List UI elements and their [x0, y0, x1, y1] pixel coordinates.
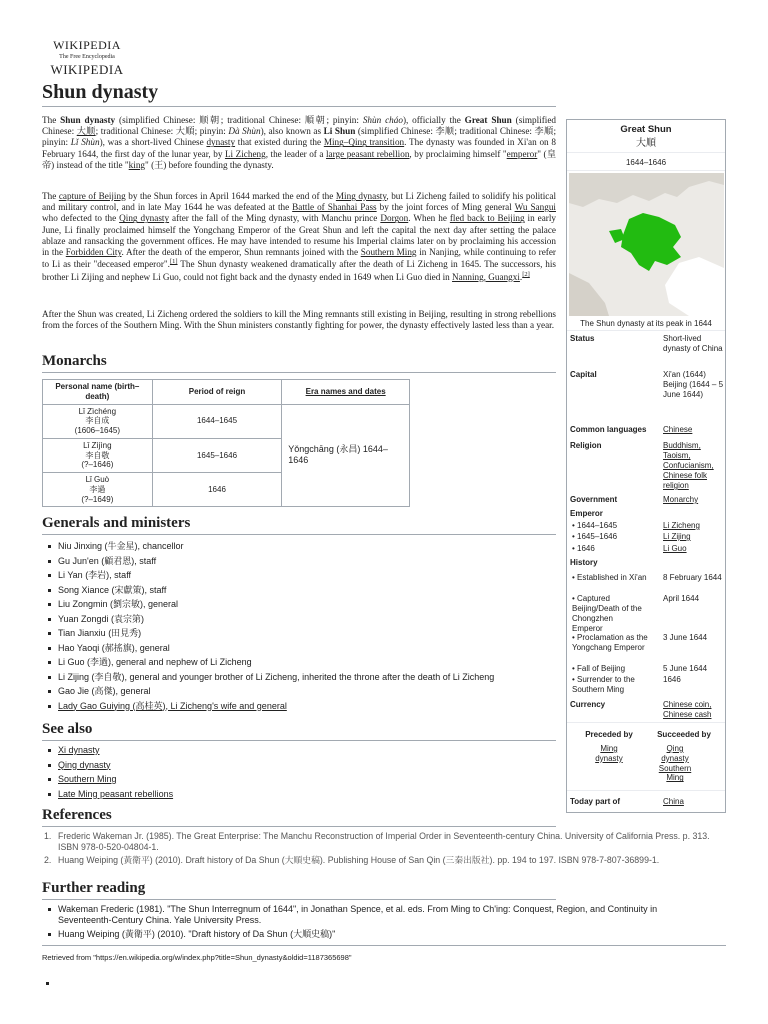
- inline-link[interactable]: Dorgon: [380, 213, 409, 224]
- reference-item: 2. Huang Weiping (黃衛平) (2010). Draft history of Da Shun (大順史稿). Publishing House of San Qin (三秦出版社). pp. 194 to 197. ISBN 978-7-807-36899-1.: [44, 855, 660, 866]
- languages-label: Common languages: [570, 425, 647, 434]
- history-event: • Captured Beijing/Death of the Chongzhen Emperor: [572, 594, 642, 633]
- inline-link[interactable]: emperor: [506, 148, 538, 159]
- territory-map: [569, 173, 724, 316]
- currency-label: Currency: [570, 700, 606, 709]
- lead-paragraph-3: After the Shun was created, Li Zicheng ordered the soldiers to kill the Ming remnants still existing in Beijing, resulting in strong rebellions from the forces of the Southern Ming. With the Shun ministers constantly fighting for power, the dynasty effectively lasted less than a year.: [42, 309, 556, 331]
- section-heading-further-reading: Further reading: [42, 879, 556, 900]
- emperor-years: • 1646: [572, 544, 595, 553]
- capital-label: Capital: [570, 370, 597, 379]
- government-value[interactable]: Monarchy: [663, 495, 699, 504]
- emperor-years: • 1644–1645: [572, 521, 618, 530]
- table-row: [43, 404, 410, 438]
- preceded-by-link[interactable]: Ming dynasty: [595, 744, 623, 763]
- list-item: Gao Jie (高傑), general: [48, 686, 494, 701]
- inline-link[interactable]: Forbidden City: [65, 247, 122, 258]
- inline-link[interactable]: 大顺: [76, 126, 96, 137]
- list-item: Li Guo (李過), general and nephew of Li Zicheng: [48, 657, 494, 672]
- list-item: Tian Jianxiu (田見秀): [48, 628, 494, 643]
- see-also-link[interactable]: Qing dynasty: [48, 760, 173, 775]
- see-also-link[interactable]: Southern Ming: [48, 774, 173, 789]
- capital-value[interactable]: Xi'an (1644) Beijing (1644 – 5 June 1644): [663, 370, 724, 399]
- monarch-cell: Lǐ Zìchéng 李自成 (1606–1645): [43, 404, 153, 438]
- col-header-period: Period of reign: [152, 380, 282, 405]
- list-item: Song Xiance (宋獻策), staff: [48, 585, 494, 600]
- inline-link[interactable]: large peasant rebellion: [325, 148, 410, 159]
- wikipedia-logo[interactable]: [42, 38, 132, 78]
- history-date: 8 February 1644: [663, 573, 722, 582]
- monarch-cell: Lǐ Guò 李過 (?–1649): [43, 473, 153, 507]
- languages-value[interactable]: Chinese: [663, 425, 693, 434]
- emperor-label: Emperor: [570, 509, 603, 518]
- infobox-divider: [567, 790, 725, 791]
- list-item: Yuan Zongdi (袁宗第): [48, 614, 494, 629]
- section-heading-references: References: [42, 806, 556, 827]
- inline-link[interactable]: Southern Ming: [360, 247, 417, 258]
- lead-paragraph-1: The Shun dynasty (simplified Chinese: 顺朝; traditional Chinese: 順朝; pinyin: Shùn cháo), officially the Great Shun (simplified Chinese: 大顺; traditional Chinese: 大順; pinyin: Dà Shùn), also known as Li Shun (simplified Chinese: 李顺; traditional Chinese: 李順; pinyin: Lǐ Shùn), was a short-lived Chinese dynasty that existed during the Ming–Qing transition. The dynasty was founded in Xi'an on 8 February 1644, the first day of the lunar year, by Li Zicheng, the leader of a large peasant rebellion, by proclaiming himself "emperor" (皇帝) instead of the title "king" (王) before founding the dynasty.: [42, 115, 557, 170]
- list-item: Hao Yaoqi (郝搖旗), general: [48, 643, 494, 658]
- retrieved-from: Retrieved from "https://en.wikipedia.org/w/index.php?title=Shun_dynasty&oldid=1187365698": [42, 953, 352, 962]
- succeeded-by-label: Succeeded by: [657, 730, 711, 739]
- inline-link[interactable]: Qing dynasty: [119, 213, 170, 224]
- title-divider: [42, 106, 556, 107]
- list-item: Li Yan (李岩), staff: [48, 570, 494, 585]
- history-date: April 1644: [663, 594, 700, 603]
- monarchs-table: [42, 379, 410, 507]
- reference-item: 1. Frederic Wakeman Jr. (1985). The Great Enterprise: The Manchu Reconstruction of Imperial Order in Seventeenth-century China. University of California Press. p. 313. ISBN 978-0-520-04804-1.: [44, 831, 710, 852]
- preceded-by-label: Preceded by: [585, 730, 633, 739]
- logo-wordmark: WIKIPEDIA: [53, 38, 121, 52]
- reign-cell: 1644–1645: [152, 404, 282, 438]
- today-label: Today part of: [570, 797, 621, 806]
- inline-link[interactable]: dynasty: [206, 137, 236, 148]
- footer-divider: [42, 945, 726, 946]
- reign-cell: 1646: [152, 473, 282, 507]
- status-value[interactable]: Short-lived dynasty of China: [663, 334, 723, 353]
- history-date: 1646: [663, 675, 681, 684]
- list-item[interactable]: Lady Gao Guiying (高桂英), Li Zicheng's wife and general: [48, 701, 494, 716]
- further-reading-list: [48, 904, 708, 943]
- lead-paragraph-2: The capture of Beijing by the Shun forces in April 1644 marked the end of the Ming dynasty, but Li Zicheng failed to solidify his political and military control, and in late May 1644 he was defeated at the Battle of Shanhai Pass by the joint forces of Ming general Wu Sangui who defected to the Qing dynasty after the fall of the Ming dynasty, with Manchu prince Dorgon. When he fled back to Beijing in early June, Li finally proclaimed himself the Yongchang Emperor of the Great Shun and left the capital the next day after setting the palace ablaze and ransacking the government offices. He may have intended to resume his Imperial claims later on by proclaiming his accession in the Forbidden City. After the death of the emperor, Shun remnants joined with the Southern Ming in Nanjing, while continuing to refer to Li as their "deceased emperor".[1] The Shun dynasty weakened dramatically after the death of Li Zicheng in 1645. The successors, his brother Li Zijing and nephew Li Guo, could not fight back and the dynasty ended in 1649 when Li Guo died in Nanning, Guangxi.[2]: [42, 191, 556, 282]
- inline-link[interactable]: Li Zicheng: [224, 148, 266, 159]
- emperor-name[interactable]: Li Guo: [663, 544, 687, 553]
- list-item: Gu Jun'en (顧君恩), staff: [48, 556, 494, 571]
- emperor-name[interactable]: Li Zicheng: [663, 521, 700, 530]
- status-label: Status: [570, 334, 595, 343]
- section-heading-see-also: See also: [42, 720, 556, 741]
- see-also-list: [48, 745, 173, 803]
- infobox-divider: [567, 722, 725, 723]
- inline-link[interactable]: Nanning, Guangxi: [452, 271, 520, 282]
- list-item: Huang Weiping (黃衛平) (2010). "Draft history of Da Shun (大順史稿)": [48, 929, 708, 944]
- inline-link[interactable]: fled back to Beijing: [449, 213, 525, 224]
- list-item: Li Zijing (李自敬), general and younger brother of Li Zicheng, inherited the throne after the death of Li Zicheng: [48, 672, 494, 687]
- page-title: Shun dynasty: [42, 81, 159, 103]
- list-item: Liu Zongmin (劉宗敏), general: [48, 599, 494, 614]
- era-cell: Yǒngchāng (永昌) 1644–1646: [282, 404, 410, 507]
- inline-link[interactable]: king: [128, 159, 146, 170]
- list-item: Niu Jinxing (牛金星), chancellor: [48, 541, 494, 556]
- logo-tagline: The Free Encyclopedia: [59, 53, 115, 60]
- succeeded-by-link[interactable]: Qing dynasty Southern Ming: [658, 744, 692, 783]
- infobox-divider: [567, 330, 725, 331]
- see-also-link[interactable]: Late Ming peasant rebellions: [48, 789, 173, 804]
- infobox-years: 1644–1646: [625, 158, 667, 167]
- history-event: • Surrender to the Southern Ming: [572, 675, 635, 694]
- infobox-title: Great Shun: [620, 124, 672, 135]
- history-event: • Proclamation as the Yongchang Emperor: [572, 633, 648, 652]
- col-header-era[interactable]: Era names and dates: [282, 380, 410, 405]
- today-value[interactable]: China: [663, 797, 684, 806]
- government-label: Government: [570, 495, 618, 504]
- inline-link[interactable]: Wu Sangui: [514, 202, 556, 213]
- history-date: 3 June 1644: [663, 633, 708, 642]
- history-date: 5 June 1644: [663, 664, 708, 673]
- monarch-cell: Lǐ Zìjìng 李自敬 (?–1646): [43, 438, 153, 472]
- currency-value[interactable]: Chinese coin, Chinese cash: [663, 700, 712, 719]
- religion-label: Religion: [570, 441, 602, 450]
- infobox-divider: [567, 170, 725, 171]
- history-event: • Established in Xi'an: [572, 573, 647, 582]
- inline-link[interactable]: capture of Beijing: [58, 191, 126, 201]
- inline-link[interactable]: Ming–Qing transition: [323, 137, 405, 148]
- emperor-name[interactable]: Li Zijing: [663, 532, 691, 541]
- bullet-marker: [46, 982, 49, 985]
- inline-link[interactable]: Ming dynasty: [335, 191, 387, 201]
- map-caption: The Shun dynasty at its peak in 1644: [580, 319, 712, 328]
- section-heading-monarchs: Monarchs: [42, 352, 556, 373]
- religion-value[interactable]: Buddhism, Taoism, Confucianism, Chinese folk religion: [663, 441, 714, 490]
- history-event: • Fall of Beijing: [572, 664, 626, 673]
- list-item: Wakeman Frederic (1981). "The Shun Interregnum of 1644", in Jonathan Spence, et al. eds. From Ming to Ch'ing: Conquest, Region, and Continuity in Seventeenth-Century China. Yale University Press.: [48, 904, 708, 926]
- reign-cell: 1645–1646: [152, 438, 282, 472]
- infobox-divider: [567, 152, 725, 153]
- history-label: History: [570, 558, 598, 567]
- infobox-chinese-name: 大順: [636, 138, 656, 149]
- logo-wordmark-large: WIKIPEDIA: [50, 61, 124, 77]
- section-heading-generals: Generals and ministers: [42, 514, 556, 535]
- col-header-personal-name: Personal name (birth–death): [43, 380, 153, 405]
- emperor-years: • 1645–1646: [572, 532, 618, 541]
- see-also-link[interactable]: Xi dynasty: [48, 745, 173, 760]
- inline-link[interactable]: Battle of Shanhai Pass: [292, 202, 377, 213]
- generals-list: [48, 541, 494, 715]
- references-list: [42, 831, 722, 869]
